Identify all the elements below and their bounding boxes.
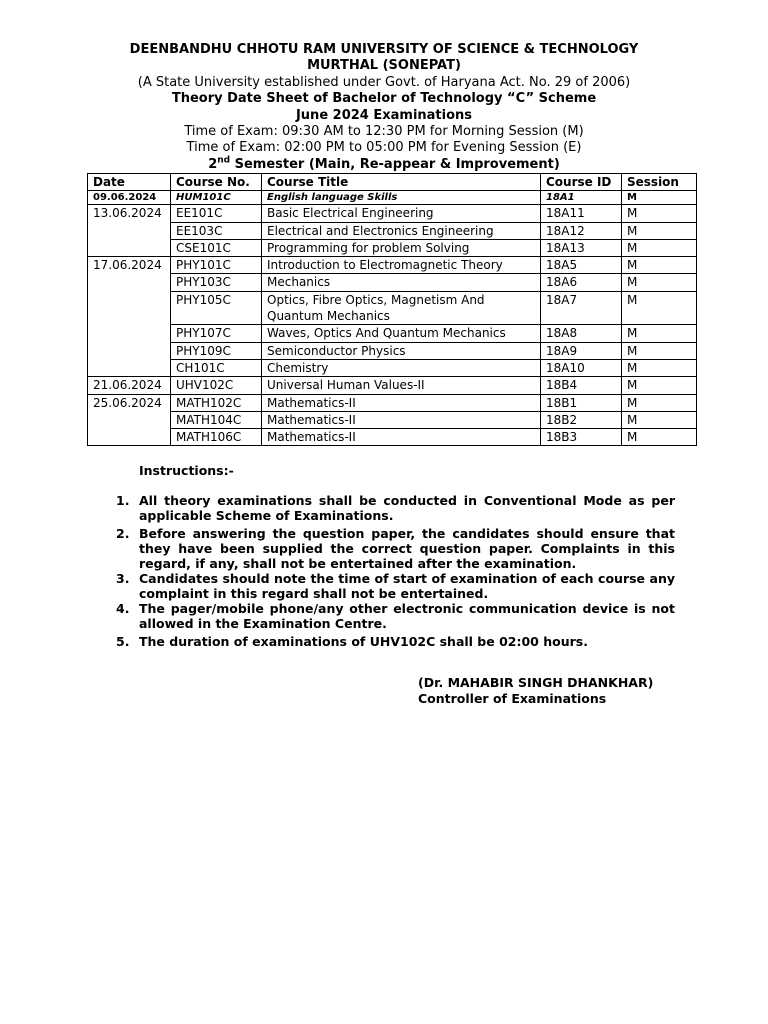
cell-course-title: Waves, Optics And Quantum Mechanics — [262, 325, 541, 342]
cell-course-no: HUM101C — [171, 191, 262, 205]
cell-course-no: PHY109C — [171, 342, 262, 359]
cell-course-title: Mechanics — [262, 274, 541, 291]
table-row — [88, 377, 697, 394]
cell-course-id: 18A6 — [541, 274, 622, 291]
table-row — [88, 325, 697, 342]
cell-course-no: CSE101C — [171, 239, 262, 256]
table-row — [88, 239, 697, 256]
cell-course-no: MATH102C — [171, 394, 262, 411]
cell-course-no: MATH104C — [171, 411, 262, 428]
date-sheet-table — [87, 173, 697, 446]
cell-course-id: 18B4 — [541, 377, 622, 394]
semester-number: 2 — [208, 156, 218, 172]
cell-course-no: MATH106C — [171, 429, 262, 446]
cell-course-no: PHY103C — [171, 274, 262, 291]
table-row — [88, 411, 697, 428]
signature-block — [418, 675, 653, 707]
item-number: 3. — [116, 571, 130, 586]
table-row — [88, 257, 697, 274]
table-row — [88, 359, 697, 376]
cell-course-id: 18A9 — [541, 342, 622, 359]
col-date: Date — [88, 174, 171, 191]
cell-course-no: EE101C — [171, 205, 262, 222]
cell-session: M — [622, 411, 697, 428]
cell-course-id: 18A10 — [541, 359, 622, 376]
cell-course-title: Mathematics-II — [262, 394, 541, 411]
list-item — [116, 493, 675, 523]
list-item — [116, 634, 675, 649]
list-item — [116, 601, 675, 631]
university-name: DEENBANDHU CHHOTU RAM UNIVERSITY OF SCIENCE & TECHNOLOGY — [129, 42, 639, 57]
cell-course-title: Chemistry — [262, 359, 541, 376]
cell-course-title: Mathematics-II — [262, 429, 541, 446]
cell-course-id: 18A12 — [541, 222, 622, 239]
cell-session: M — [622, 377, 697, 394]
item-text: All theory examinations shall be conducted in Conventional Mode as per applicable Scheme of Examinations. — [139, 493, 675, 523]
cell-course-id: 18B3 — [541, 429, 622, 446]
cell-session: M — [622, 359, 697, 376]
item-number: 5. — [116, 634, 130, 649]
item-number: 2. — [116, 526, 130, 541]
cell-session: M — [622, 205, 697, 222]
table-row — [88, 394, 697, 411]
university-act: (A State University established under Govt. of Haryana Act. No. 29 of 2006) — [137, 74, 631, 90]
cell-course-title: Semiconductor Physics — [262, 342, 541, 359]
exam-session: June 2024 Examinations — [295, 107, 473, 123]
semester-suffix: nd — [217, 155, 231, 166]
table-row — [88, 191, 697, 205]
item-number: 4. — [116, 601, 130, 616]
cell-course-id: 18A8 — [541, 325, 622, 342]
cell-course-id: 18A13 — [541, 239, 622, 256]
col-course-id: Course ID — [541, 174, 622, 191]
cell-course-id: 18A7 — [541, 291, 622, 325]
document-header — [0, 42, 768, 173]
cell-course-no: EE103C — [171, 222, 262, 239]
cell-date: 09.06.2024 — [88, 191, 171, 205]
cell-session: M — [622, 325, 697, 342]
cell-course-id: 18A5 — [541, 257, 622, 274]
list-item — [116, 526, 675, 571]
cell-course-title: Introduction to Electromagnetic Theory — [262, 257, 541, 274]
table-row — [88, 222, 697, 239]
cell-course-id: 18B1 — [541, 394, 622, 411]
cell-course-title: Basic Electrical Engineering — [262, 205, 541, 222]
table-header-row — [88, 174, 697, 191]
cell-course-id: 18A1 — [541, 191, 622, 205]
cell-date: 21.06.2024 — [88, 377, 171, 394]
cell-course-title: Optics, Fibre Optics, Magnetism And Quantum Mechanics — [262, 291, 541, 325]
item-number: 1. — [116, 493, 130, 508]
table-row — [88, 205, 697, 222]
cell-course-id: 18A11 — [541, 205, 622, 222]
cell-session: M — [622, 257, 697, 274]
cell-session: M — [622, 394, 697, 411]
cell-course-id: 18B2 — [541, 411, 622, 428]
instructions-title: Instructions:- — [139, 463, 234, 478]
col-course-title: Course Title — [262, 174, 541, 191]
instructions-list — [116, 493, 675, 649]
cell-course-no: CH101C — [171, 359, 262, 376]
semester-label: Semester (Main, Re-appear & Improvement) — [230, 156, 560, 172]
signatory-designation: Controller of Examinations — [418, 691, 607, 706]
cell-session: M — [622, 429, 697, 446]
col-session: Session — [622, 174, 697, 191]
list-item — [116, 571, 675, 601]
table-row — [88, 291, 697, 325]
item-text: The pager/mobile phone/any other electronic communication device is not allowed in the Examination Centre. — [139, 601, 675, 631]
morning-time: Time of Exam: 09:30 AM to 12:30 PM for Morning Session (M) — [184, 124, 584, 140]
cell-session: M — [622, 291, 697, 325]
semester-heading — [0, 157, 768, 173]
cell-course-no: PHY107C — [171, 325, 262, 342]
item-text: The duration of examinations of UHV102C shall be 02:00 hours. — [139, 634, 588, 649]
cell-session: M — [622, 191, 697, 205]
cell-course-no: PHY101C — [171, 257, 262, 274]
cell-date: 25.06.2024 — [88, 394, 171, 446]
sheet-title: Theory Date Sheet of Bachelor of Technology “C” Scheme — [171, 91, 597, 107]
cell-date: 17.06.2024 — [88, 257, 171, 377]
item-text: Candidates should note the time of start of examination of each course any complaint in this regard shall not be entertained. — [139, 571, 675, 601]
cell-course-title: Universal Human Values-II — [262, 377, 541, 394]
cell-course-title: Mathematics-II — [262, 411, 541, 428]
cell-session: M — [622, 222, 697, 239]
table-row — [88, 429, 697, 446]
table-body — [88, 191, 697, 446]
cell-course-no: PHY105C — [171, 291, 262, 325]
col-course-no: Course No. — [171, 174, 262, 191]
signatory-name: (Dr. MAHABIR SINGH DHANKHAR) — [418, 675, 654, 690]
evening-time: Time of Exam: 02:00 PM to 05:00 PM for Evening Session (E) — [186, 140, 582, 156]
cell-date: 13.06.2024 — [88, 205, 171, 257]
item-text: Before answering the question paper, the candidates should ensure that they have been supplied the correct question paper. Complaints in this regard, if any, shall not be entertained after the examination. — [139, 526, 675, 571]
cell-session: M — [622, 342, 697, 359]
table-row — [88, 342, 697, 359]
cell-session: M — [622, 274, 697, 291]
cell-course-title: Programming for problem Solving — [262, 239, 541, 256]
cell-course-title: Electrical and Electronics Engineering — [262, 222, 541, 239]
cell-session: M — [622, 239, 697, 256]
cell-course-title: English language Skills — [262, 191, 541, 205]
table-row — [88, 274, 697, 291]
cell-course-no: UHV102C — [171, 377, 262, 394]
university-location: MURTHAL (SONEPAT) — [307, 58, 461, 74]
